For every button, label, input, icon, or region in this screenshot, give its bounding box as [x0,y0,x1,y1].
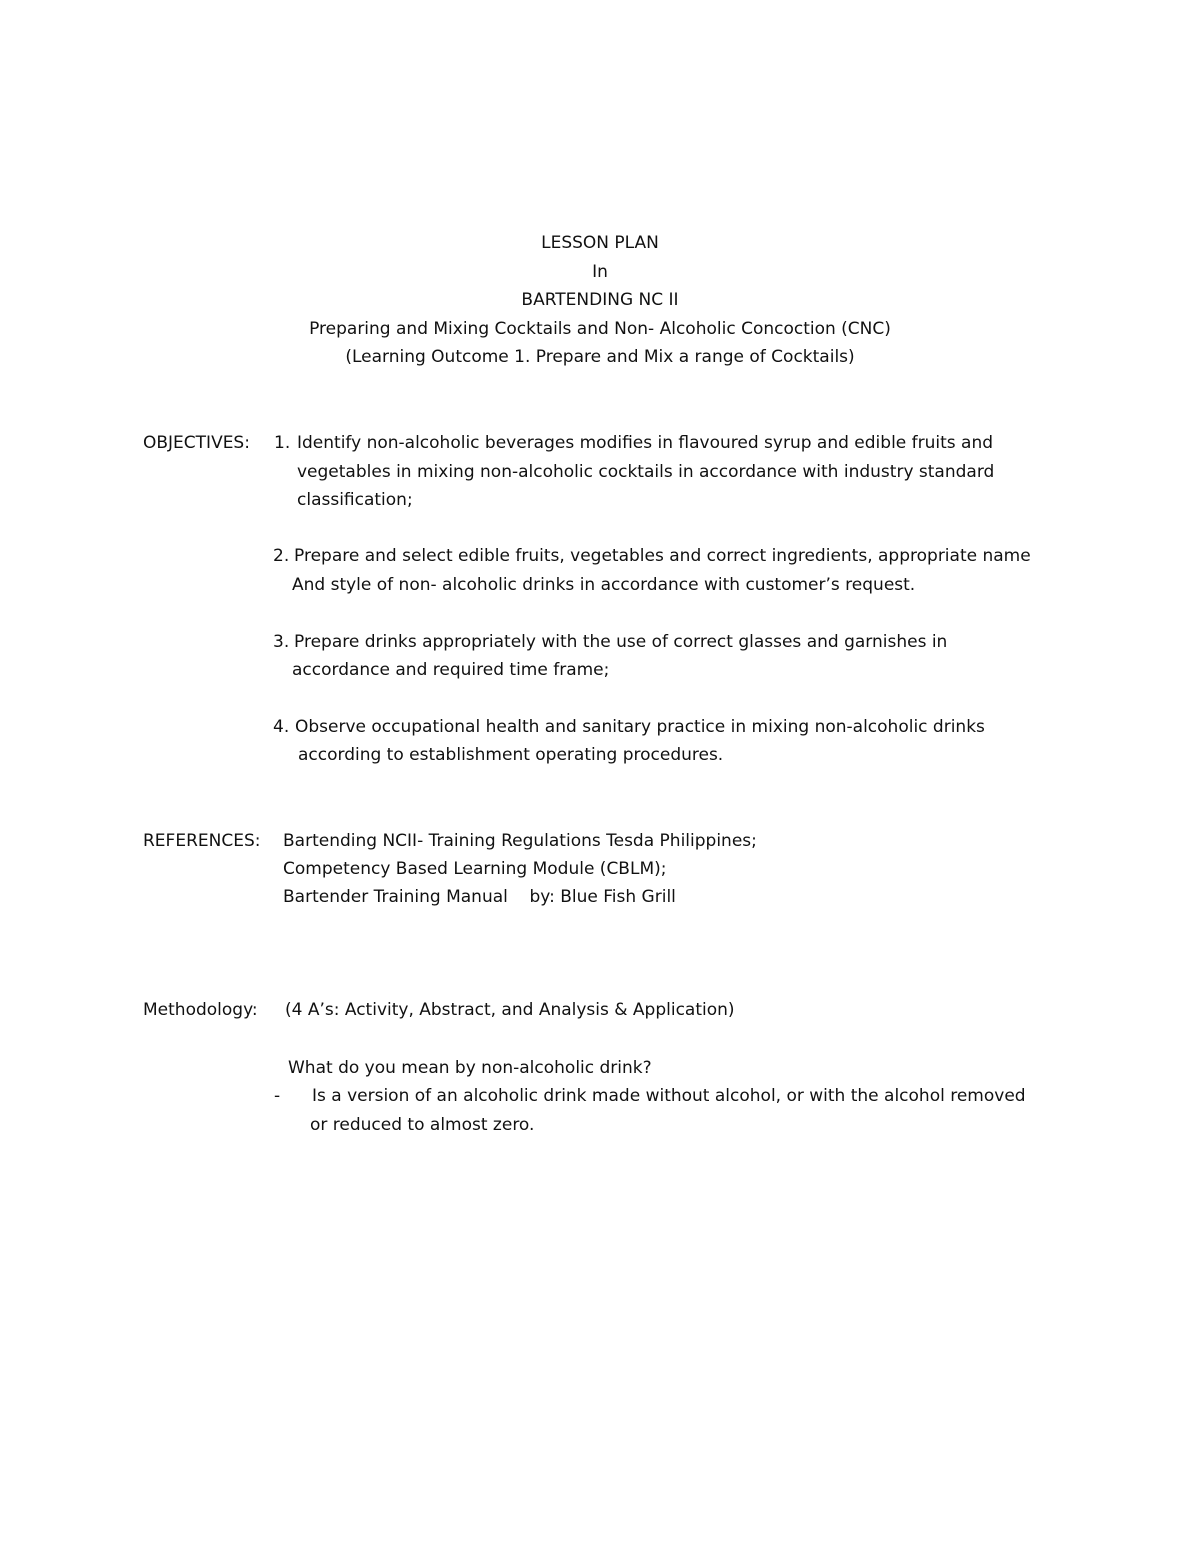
methodology-label: Methodology: [143,1000,258,1020]
definition-answer-line-1: Is a version of an alcoholic drink made without alcohol, or with the alcohol removed [312,1086,1026,1106]
reference-item: Bartender Training Manual by: Blue Fish Grill [283,887,676,907]
methodology-value: (4 A’s: Activity, Abstract, and Analysis & Application) [285,1000,735,1020]
objective-2-line-1: Prepare and select edible fruits, vegetables and correct ingredients, appropriate name [294,546,1031,566]
objective-1-line-1: Identify non-alcoholic beverages modifies in flavoured syrup and edible fruits and [297,433,994,453]
definition-question: What do you mean by non-alcoholic drink? [288,1058,652,1078]
objective-3-line-2: accordance and required time frame; [292,660,610,680]
objective-4-line-2: according to establishment operating procedures. [298,745,724,765]
references-label: REFERENCES: [143,831,261,851]
reference-item: Bartending NCII- Training Regulations Tesda Philippines; [283,831,757,851]
objective-1-line-3: classification; [297,490,413,510]
objective-1-number: 1. [274,433,291,453]
objective-2-line-2: And style of non- alcoholic drinks in accordance with customer’s request. [292,575,916,595]
objective-4-line-1: Observe occupational health and sanitary practice in mixing non-alcoholic drinks [295,717,985,737]
reference-item: Competency Based Learning Module (CBLM); [283,859,667,879]
bullet-dash: - [274,1086,281,1106]
lesson-plan-title: LESSON PLAN [541,233,659,253]
header-in: In [592,262,608,282]
topic-title: Preparing and Mixing Cocktails and Non- Alcoholic Concoction (CNC) [309,319,891,339]
objectives-label: OBJECTIVES: [143,433,250,453]
objective-3-number: 3. [273,632,290,652]
learning-outcome: (Learning Outcome 1. Prepare and Mix a range of Cocktails) [345,347,855,367]
objective-3-line-1: Prepare drinks appropriately with the use of correct glasses and garnishes in [294,632,948,652]
subject-title: BARTENDING NC II [521,290,679,310]
objective-4-number: 4. [273,717,290,737]
objective-2-number: 2. [273,546,290,566]
objective-1-line-2: vegetables in mixing non-alcoholic cocktails in accordance with industry standard [297,462,995,482]
definition-answer-line-2: or reduced to almost zero. [310,1115,535,1135]
